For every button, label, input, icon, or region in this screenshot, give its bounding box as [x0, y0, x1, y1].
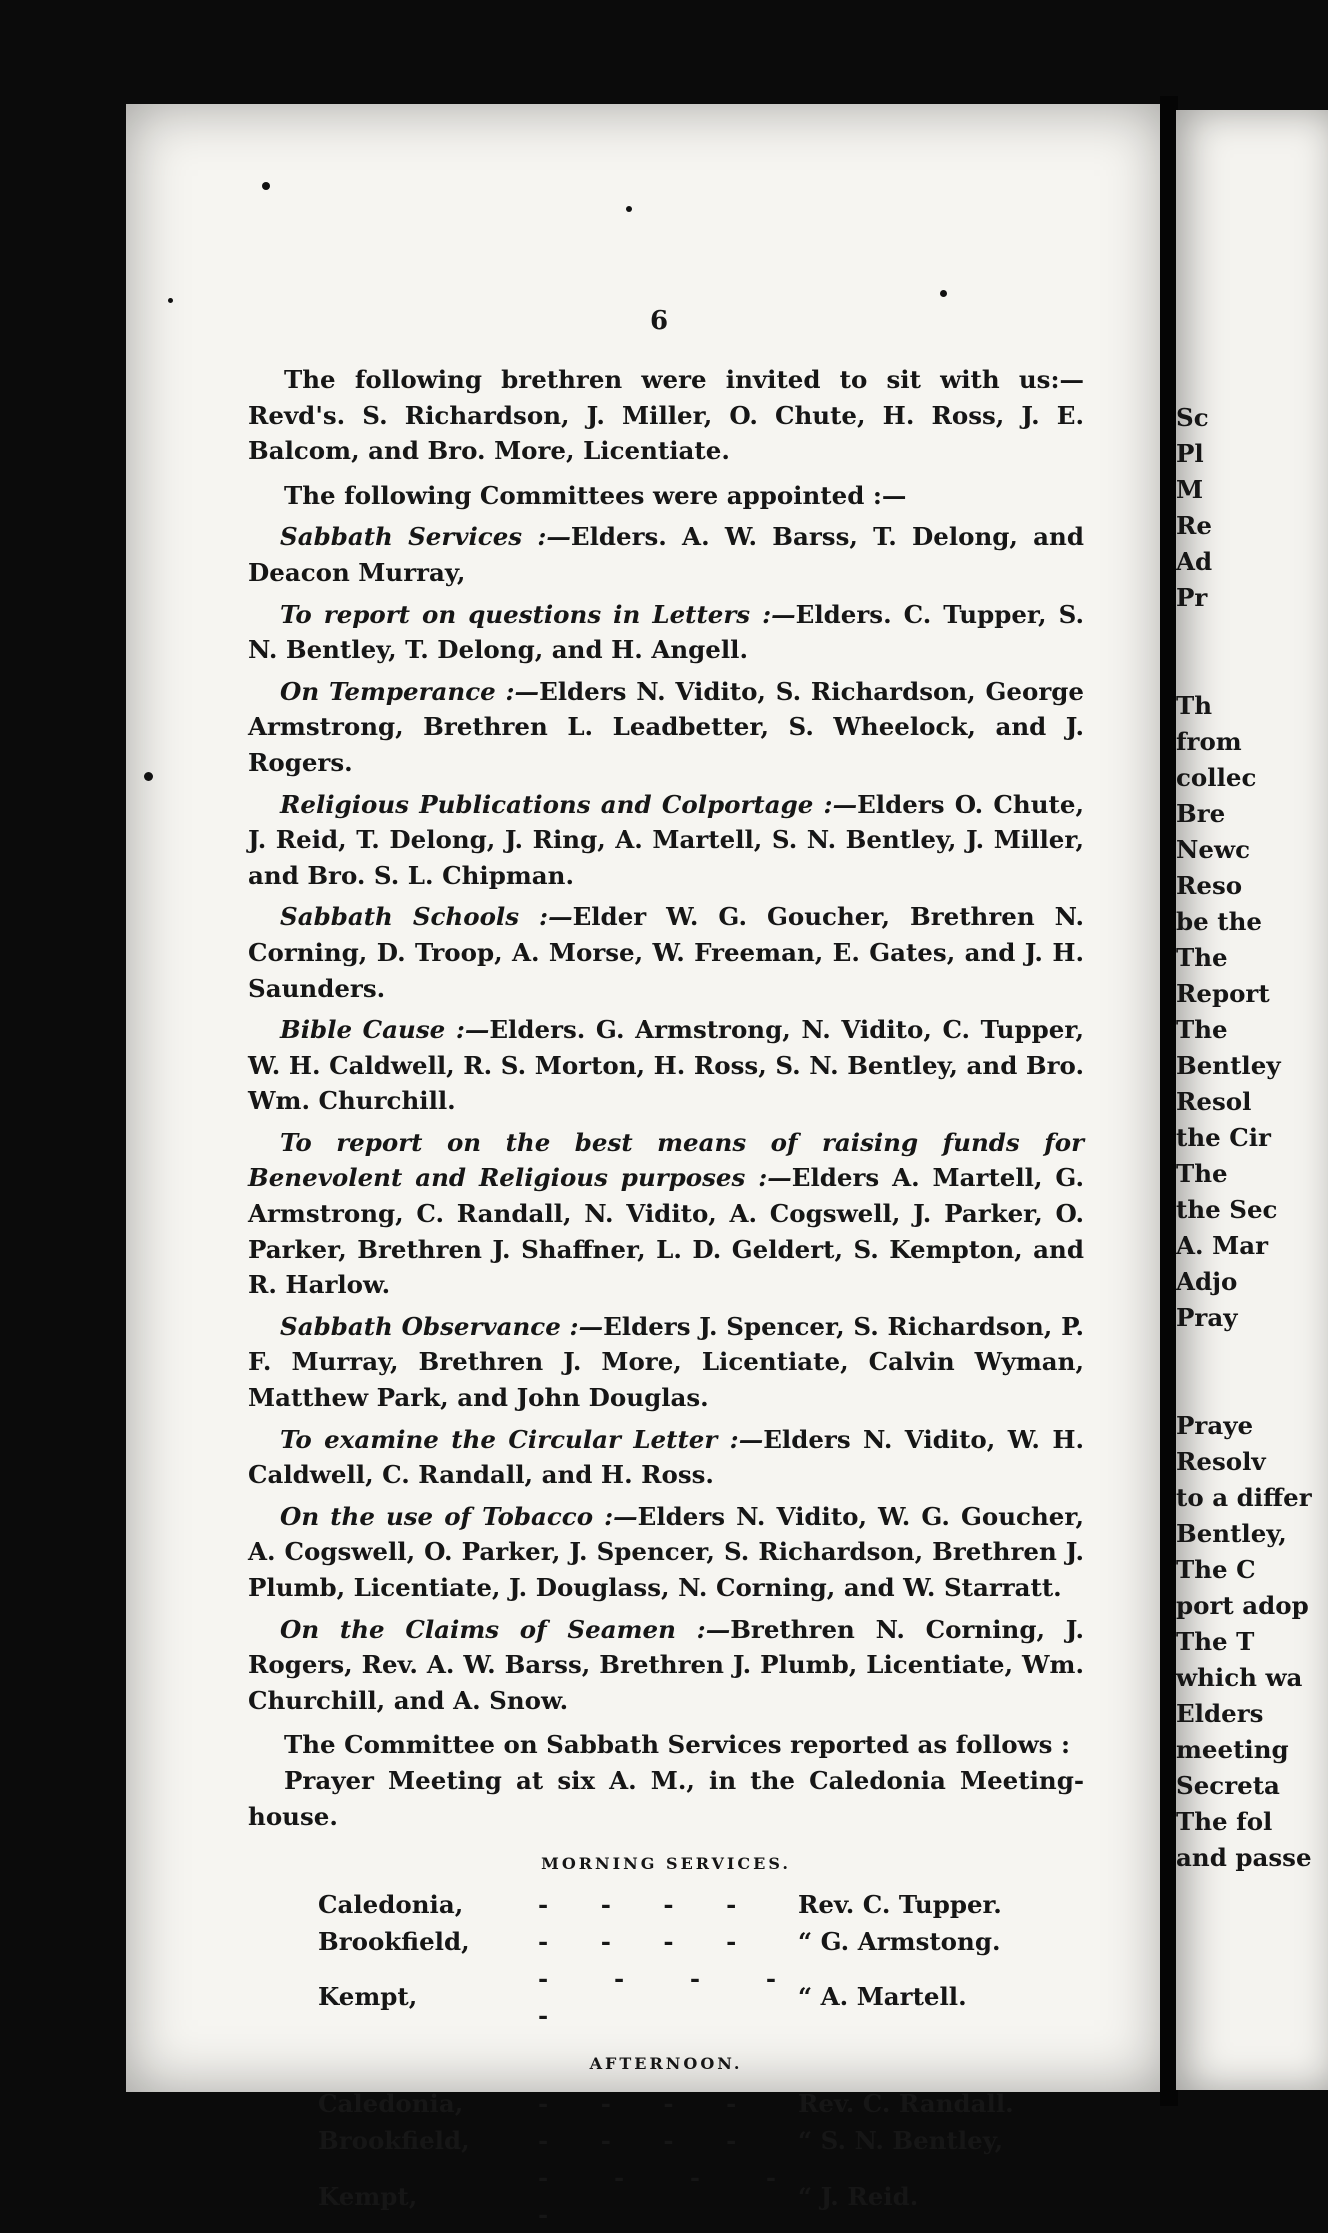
committee-circular-letter — [248, 1422, 1084, 1493]
service-place: Kempt, — [318, 1982, 418, 2012]
right-page-line: Bentley, — [1176, 1519, 1287, 1548]
committee-publications — [248, 787, 1084, 894]
right-page-line: A. Mar — [1176, 1231, 1268, 1260]
committee-members: Elders N. Vidito, S. Richardson, George Armstrong, Brethren L. Leadbetter, S. Wheelock, and J. Rogers. — [248, 676, 1084, 777]
right-page-line: The — [1176, 1015, 1228, 1044]
right-page-line: from — [1176, 727, 1242, 756]
right-page-line: Secreta — [1176, 1771, 1280, 1800]
scan-speck — [626, 206, 632, 212]
committee-heading: Sabbath Observance :— — [280, 1311, 604, 1341]
right-page-line: The fol — [1176, 1807, 1273, 1836]
committee-funds — [248, 1125, 1084, 1303]
service-row — [318, 1960, 1078, 2034]
leader-dots: - - - - — [538, 1926, 759, 1956]
right-page-line: Bre — [1176, 799, 1226, 828]
afternoon-services-table — [318, 2085, 1078, 2233]
right-page-line: Sc — [1176, 403, 1209, 432]
right-page-line: Re — [1176, 511, 1212, 540]
committee-seamen — [248, 1612, 1084, 1719]
service-place: Caledonia, — [318, 2089, 464, 2119]
committee-heading: To report on questions in Letters :— — [280, 599, 796, 629]
committee-members: Elders J. Spencer, S. Richardson, P. F. Murray, Brethren J. More, Licentiate, Calvin Wyman, Matthew Park, and John Douglas. — [248, 1311, 1084, 1413]
committee-sabbath-services — [248, 519, 1084, 590]
service-place: Brookfield, — [318, 2126, 470, 2156]
service-minister: “ A. Martell. — [798, 1982, 967, 2012]
committee-members: Elders O. Chute, J. Reid, T. Delong, J. Ring, A. Martell, S. N. Bentley, J. Miller, and Bro. S. L. Chipman. — [248, 789, 1084, 890]
right-page-line: and passe — [1176, 1843, 1312, 1872]
committee-heading: To report on the best means of raising funds for Benevolent and Religious purposes :— — [248, 1127, 1084, 1193]
prayer-meeting-line: Prayer Meeting at six A. M., in the Caledonia Meeting-house. — [248, 1765, 1084, 1831]
leader-dots: - - - - — [538, 2126, 759, 2156]
committee-members: Elder W. G. Goucher, Brethren N. Corning, D. Troop, A. Morse, W. Freeman, E. Gates, and J. H. Saunders. — [248, 902, 1084, 1003]
committee-sabbath-schools — [248, 899, 1084, 1006]
morning-services-heading: MORNING SERVICES. — [541, 1854, 791, 1874]
right-page-line — [1176, 1336, 1328, 1372]
right-page-text-fragments — [1176, 400, 1328, 1876]
right-page-line: The T — [1176, 1627, 1255, 1656]
leader-dots: - - - - - — [538, 1963, 798, 2030]
committee-heading: On the use of Tobacco :— — [280, 1501, 638, 1531]
service-minister: Rev. C. Randall. — [798, 2089, 1014, 2119]
service-place: Caledonia, — [318, 1889, 464, 1919]
committee-members: Elders N. Vidito, W. G. Goucher, A. Cogswell, O. Parker, J. Spencer, S. Richardson, Brethren J. Plumb, Licentiate, J. Douglass, N. Corning, and W. Starratt. — [248, 1501, 1084, 1602]
committee-heading: On Temperance :— — [280, 676, 540, 706]
right-page-line: which wa — [1176, 1663, 1303, 1692]
committee-members: Elders. G. Armstrong, N. Vidito, C. Tupper, W. H. Caldwell, R. S. Morton, H. Ross, S. N. Bentley, and Bro. Wm. Churchill. — [248, 1015, 1084, 1116]
right-page-line: The — [1176, 943, 1228, 972]
service-minister: Rev. C. Tupper. — [798, 1889, 1002, 1919]
right-page-line: the Cir — [1176, 1123, 1271, 1152]
service-minister: “ J. Reid. — [798, 2181, 919, 2211]
right-page-line: Reso — [1176, 871, 1243, 900]
committee-bible-cause — [248, 1012, 1084, 1119]
right-page-line — [1176, 1372, 1328, 1408]
right-page-line — [1176, 652, 1328, 688]
committee-tobacco — [248, 1499, 1084, 1606]
service-row — [318, 2085, 1078, 2122]
committee-heading: Religious Publications and Colportage :— — [280, 789, 858, 819]
scan-speck — [168, 298, 173, 303]
invited-brethren-paragraph: The following brethren were invited to sit with us:— Revd's. S. Richardson, J. Miller, O. Chute, H. Ross, J. E. Balcom, and Bro. More, Licentiate. — [248, 365, 1084, 466]
right-page-line: Pl — [1176, 439, 1204, 468]
committee-heading: To examine the Circular Letter :— — [280, 1424, 764, 1454]
service-row — [318, 2122, 1078, 2159]
service-row — [318, 1886, 1078, 1923]
right-page-line: Pr — [1176, 583, 1208, 612]
right-page-line: M — [1176, 475, 1204, 504]
afternoon-services-heading: AFTERNOON. — [589, 2053, 743, 2073]
page-number: 6 — [650, 306, 669, 336]
committee-members: Elders N. Vidito, W. H. Caldwell, C. Randall, and H. Ross. — [248, 1424, 1084, 1490]
service-row — [318, 1923, 1078, 1960]
committee-temperance — [248, 674, 1084, 781]
right-page-line: Pray — [1176, 1303, 1238, 1332]
service-minister: “ G. Armstong. — [798, 1926, 1001, 1956]
right-page-line: Elders — [1176, 1699, 1264, 1728]
right-page-line: port adop — [1176, 1591, 1309, 1620]
committee-letters — [248, 597, 1084, 668]
report-line: The Committee on Sabbath Services reported as follows : — [284, 1730, 1071, 1760]
right-page-line: Report — [1176, 979, 1270, 1008]
scan-speck — [262, 182, 270, 190]
scan-speck — [144, 772, 153, 781]
right-page-line: Resol — [1176, 1087, 1252, 1116]
right-page-line: to a differ — [1176, 1483, 1312, 1512]
leader-dots: - - - - — [538, 2089, 759, 2119]
right-page-line — [1176, 616, 1328, 652]
service-place: Brookfield, — [318, 1926, 470, 1956]
right-page-line: Praye — [1176, 1411, 1254, 1440]
right-page-line: Adjo — [1176, 1267, 1238, 1296]
right-page-line: Th — [1176, 691, 1213, 720]
right-page-line: Bentley — [1176, 1051, 1281, 1080]
committee-members: Elders A. Martell, G. Armstrong, C. Randall, N. Vidito, A. Cogswell, J. Parker, O. Parker, Brethren J. Shaffner, L. D. Geldert, S. Kempton, and R. Harlow. — [248, 1163, 1084, 1300]
committee-members: Elders. C. Tupper, S. N. Bentley, T. Delong, and H. Angell. — [248, 599, 1084, 665]
service-minister: “ S. N. Bentley, — [798, 2126, 1004, 2156]
leader-dots: - - - - - — [538, 2163, 798, 2230]
morning-services-table — [318, 1886, 1078, 2034]
right-page-line: The C — [1176, 1555, 1256, 1584]
committee-heading: On the Claims of Seamen :— — [280, 1614, 731, 1644]
service-row — [318, 2159, 1078, 2233]
left-page-text — [248, 362, 1084, 2233]
right-page-line: Resolv — [1176, 1447, 1266, 1476]
right-page-line: the Sec — [1176, 1195, 1278, 1224]
scan-speck — [940, 290, 947, 297]
committee-members: Brethren N. Corning, J. Rogers, Rev. A. W. Barss, Brethren J. Plumb, Licentiate, Wm. Churchill, and A. Snow. — [248, 1614, 1084, 1715]
right-page-line: Ad — [1176, 547, 1213, 576]
committee-heading: Bible Cause :— — [280, 1015, 490, 1045]
right-page-line: meeting — [1176, 1735, 1289, 1764]
committees-intro: The following Committees were appointed :— — [284, 480, 907, 510]
right-page-line: Newc — [1176, 835, 1250, 864]
right-page-line: be the — [1176, 907, 1262, 936]
committee-sabbath-observance — [248, 1309, 1084, 1416]
committee-members: Elders. A. W. Barss, T. Delong, and Deacon Murray, — [248, 522, 1085, 587]
service-place: Kempt, — [318, 2181, 418, 2211]
committee-heading: Sabbath Services :— — [280, 522, 571, 552]
right-page-line: The — [1176, 1159, 1228, 1188]
right-page-line: collec — [1176, 763, 1257, 792]
committee-heading: Sabbath Schools :— — [280, 902, 573, 932]
leader-dots: - - - - — [538, 1889, 759, 1919]
